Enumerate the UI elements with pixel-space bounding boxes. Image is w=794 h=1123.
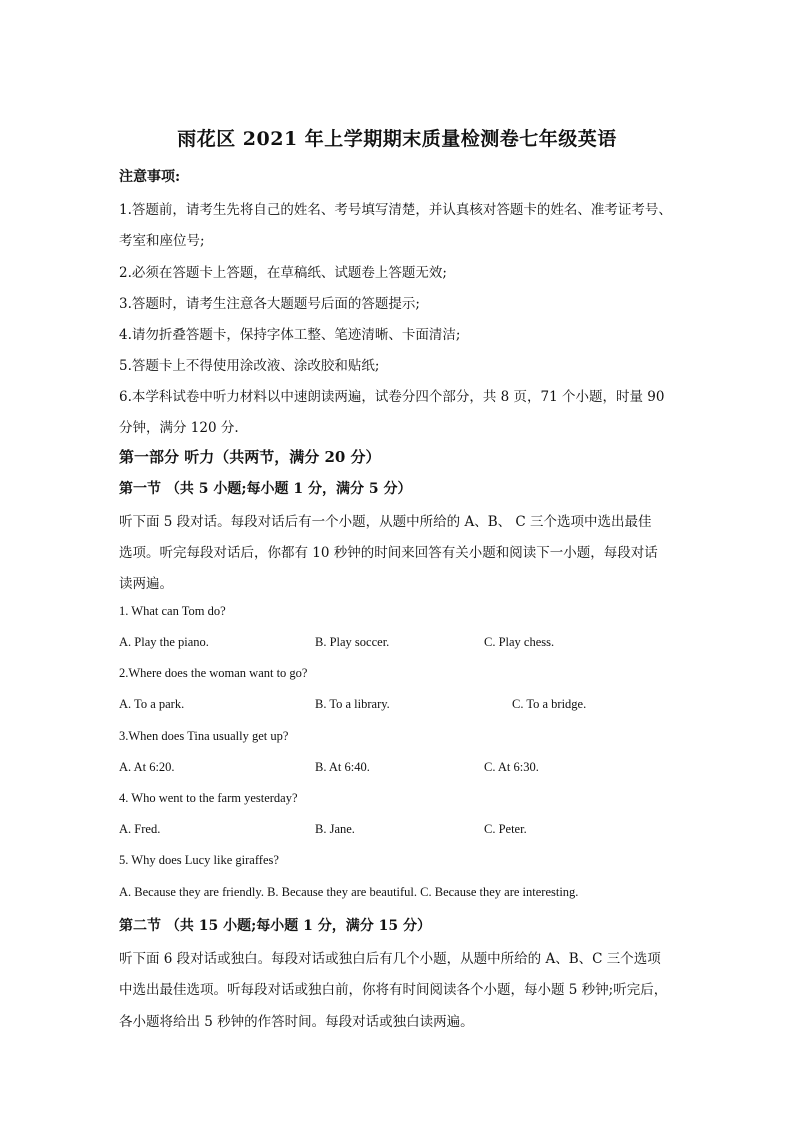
section2-instructions: 中选出最佳选项。听每段对话或独白前，你将有时间阅读各个小题，每小题 5 秒钟;听完后，	[119, 982, 668, 998]
question-stem: 3.When does Tina usually get up?	[119, 729, 289, 743]
question-stem: 1. What can Tom do?	[119, 604, 226, 618]
answer-option: C. Play chess.	[484, 635, 555, 649]
question-stem: 5. Why does Lucy like giraffes?	[119, 853, 279, 867]
answer-options-line: A. Because they are friendly. B. Because they are beautiful. C. Because they are interesting.	[119, 885, 579, 899]
question-stem: 2.Where does the woman want to go?	[119, 666, 308, 680]
question-stem: 4. Who went to the farm yesterday?	[119, 791, 298, 805]
answer-option: A. Play the piano.	[119, 635, 209, 649]
answer-option: B. To a library.	[315, 697, 390, 711]
answer-option: C. Peter.	[484, 822, 527, 836]
exam-title: 雨花区 2021 年上学期期末质量检测卷七年级英语	[177, 128, 617, 150]
section2-heading: 第二节 （共 15 小题;每小题 1 分，满分 15 分）	[119, 918, 431, 934]
part1-heading: 第一部分 听力（共两节，满分 20 分）	[119, 448, 381, 466]
section2-instructions: 听下面 6 段对话或独白。每段对话或独白后有几个小题，从题中所给的 A、B、C 三个选项	[119, 951, 661, 967]
notice-line: 6.本学科试卷中听力材料以中速朗读两遍，试卷分四个部分，共 8 页，71 个小题，时量 90	[119, 389, 665, 405]
answer-option: A. Fred.	[119, 822, 161, 836]
section1-instructions: 选项。听完每段对话后，你都有 10 秒钟的时间来回答有关小题和阅读下一小题，每段对话	[119, 545, 658, 561]
section1-instructions: 读两遍。	[119, 576, 173, 592]
notice-heading: 注意事项:	[119, 169, 181, 185]
notice-line: 5.答题卡上不得使用涂改液、涂改胶和贴纸;	[119, 358, 380, 374]
notice-line: 2.必须在答题卡上答题，在草稿纸、试题卷上答题无效;	[119, 265, 447, 281]
notice-line: 3.答题时，请考生注意各大题题号后面的答题提示;	[119, 296, 420, 312]
section1-instructions: 听下面 5 段对话。每段对话后有一个小题，从题中所给的 A、B、 C 三个选项中选出最佳	[119, 514, 652, 530]
section2-instructions: 各小题将给出 5 秒钟的作答时间。每段对话或独白读两遍。	[119, 1014, 474, 1030]
answer-option: C. At 6:30.	[484, 760, 539, 774]
notice-line: 4.请勿折叠答题卡，保持字体工整、笔迹清晰、卡面清洁;	[119, 327, 461, 343]
answer-option: B. At 6:40.	[315, 760, 370, 774]
answer-option: B. Jane.	[315, 822, 355, 836]
notice-line: 考室和座位号;	[119, 233, 205, 249]
answer-option: C. To a bridge.	[512, 697, 587, 711]
answer-option: A. At 6:20.	[119, 760, 175, 774]
answer-option: B. Play soccer.	[315, 635, 390, 649]
section1-heading: 第一节 （共 5 小题;每小题 1 分，满分 5 分）	[119, 481, 412, 497]
notice-line: 1.答题前，请考生先将自己的姓名、考号填写清楚，并认真核对答题卡的姓名、准考证考号、	[119, 202, 672, 218]
answer-option: A. To a park.	[119, 697, 185, 711]
notice-line: 分钟，满分 120 分.	[119, 420, 239, 436]
